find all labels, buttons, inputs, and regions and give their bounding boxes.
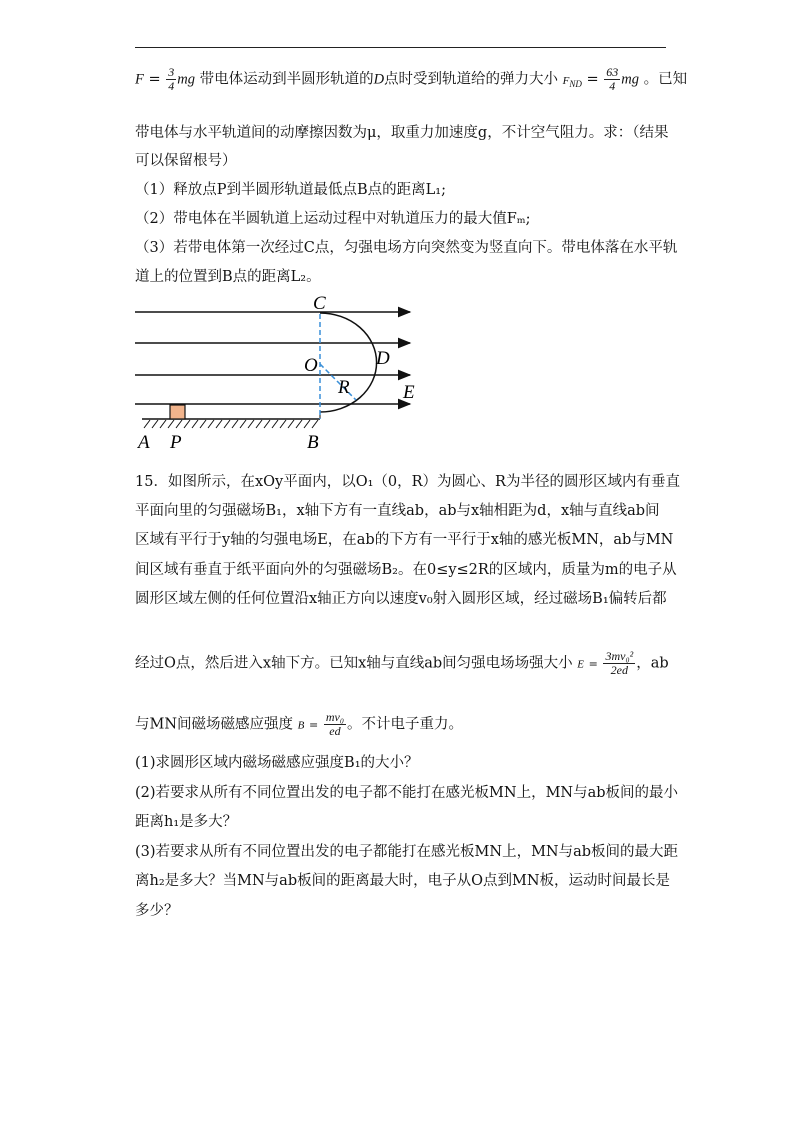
p15-line-5: 圆形区域左侧的任何位置沿x轴正方向以速度v₀射入圆形区域，经过磁场B₁偏转后都 xyxy=(135,591,667,607)
label-p: P xyxy=(170,432,182,453)
p15-line-2: 平面向里的匀强磁场B₁，x轴下方有一直线ab，ab与x轴相距为d，x轴与直线ab间 xyxy=(135,503,660,519)
field-b-symbol: B xyxy=(297,719,305,732)
fraction-denominator-3: 2ed xyxy=(610,663,628,677)
fraction-denominator-2: 4 xyxy=(609,79,616,93)
label-o: O xyxy=(304,355,318,376)
charged-block xyxy=(170,405,185,419)
p15-line-7-tail: 。不计电子重力。 xyxy=(347,716,463,733)
fraction-three-quarters xyxy=(166,66,176,93)
p15-question-3a: (3)若要求从所有不同位置出发的电子都能打在感光板MN上，MN与ab板间的最大距 xyxy=(135,844,679,860)
equals-sign-2: = xyxy=(586,71,599,88)
p14-question-3a: （3）若带电体第一次经过C点，匀强电场方向突然变为竖直向下。带电体落在水平轨 xyxy=(135,240,678,256)
fraction-numerator-4: mv₀ xyxy=(325,710,344,724)
mg-symbol: mg xyxy=(177,71,195,88)
equals-sign-4: = xyxy=(309,718,319,732)
p15-question-3b: 离h₂是多大？当MN与ab板间的距离最大时，电子从O点到MN板，运动时间最长是 xyxy=(135,873,671,889)
fraction-numerator-3: 3mv₀² xyxy=(605,649,634,663)
p14-question-2: （2）带电体在半圆轨道上运动过程中对轨道压力的最大值Fₘ; xyxy=(135,211,531,227)
fnd-letter: F xyxy=(562,74,570,87)
fraction-numerator: 3 xyxy=(168,65,175,79)
p15-line-6 xyxy=(135,650,669,677)
ground-hatching xyxy=(144,420,318,428)
fraction-denominator-4: ed xyxy=(329,724,341,738)
p14-line-1 xyxy=(135,66,687,94)
point-d: D xyxy=(373,71,385,88)
equals-sign: = xyxy=(148,71,161,88)
p14-question-1: （1）释放点P到半圆形轨道最低点B点的距离L₁; xyxy=(135,182,446,198)
fraction-b-field xyxy=(324,711,346,738)
p14-question-3b: 道上的位置到B点的距离L₂。 xyxy=(135,269,321,285)
p15-line-3: 区域有平行于y轴的匀强电场E，在ab的下方有一平行于x轴的感光板MN，ab与MN xyxy=(135,532,674,548)
label-b: B xyxy=(307,432,319,453)
fraction-63-quarters xyxy=(604,66,620,93)
mg-symbol-2: mg xyxy=(621,71,640,88)
label-e: E xyxy=(403,382,415,403)
p14-text-1: 带电体运动到半圆形轨道的 xyxy=(199,71,374,88)
p14-text-3: 。已知 xyxy=(643,71,688,88)
p14-line-3: 可以保留根号） xyxy=(135,153,237,169)
p15-line-7 xyxy=(135,711,463,738)
p14-line-2: 带电体与水平轨道间的动摩擦因数为μ，取重力加速度g，不计空气阻力。求：（结果 xyxy=(135,125,669,141)
p15-question-2a: (2)若要求从所有不同位置出发的电子都不能打在感光板MN上，MN与ab板间的最小 xyxy=(135,785,679,801)
fraction-e-field xyxy=(603,650,635,677)
p15-line-4: 间区域有垂直于纸平面向外的匀强磁场B₂。在0≤y≤2R的区域内，质量为m的电子从 xyxy=(135,562,677,578)
fraction-denominator: 4 xyxy=(168,79,175,93)
normal-force-symbol xyxy=(563,75,582,87)
p14-text-2: 点时受到轨道给的弹力大小 xyxy=(384,71,559,88)
p15-line-1: 15．如图所示，在xOy平面内，以O₁（0，R）为圆心、R为半径的圆形区域内有垂直 xyxy=(135,474,680,490)
p15-question-3c: 多少？ xyxy=(135,903,179,919)
physics-figure xyxy=(130,290,430,455)
equals-sign-3: = xyxy=(588,657,598,671)
label-r: R xyxy=(338,377,350,398)
fnd-subscript: ND xyxy=(569,78,582,89)
force-symbol: F xyxy=(135,71,144,88)
fraction-numerator-2: 63 xyxy=(606,65,619,79)
label-d: D xyxy=(376,348,390,369)
label-a: A xyxy=(138,432,150,453)
p15-line-6-text: 经过O点，然后进入x轴下方。已知x轴与直线ab间匀强电场场强大小 xyxy=(135,655,573,672)
p15-question-1: (1)求圆形区域内磁场磁感应强度B₁的大小？ xyxy=(135,755,419,771)
label-c: C xyxy=(313,293,326,314)
field-e-symbol: E xyxy=(577,658,585,671)
p15-line-6-tail: ，ab xyxy=(636,655,669,672)
p15-line-7-text: 与MN间磁场磁感应强度 xyxy=(135,716,294,733)
header-rule xyxy=(135,47,666,48)
p15-question-2b: 距离h₁是多大？ xyxy=(135,814,238,830)
